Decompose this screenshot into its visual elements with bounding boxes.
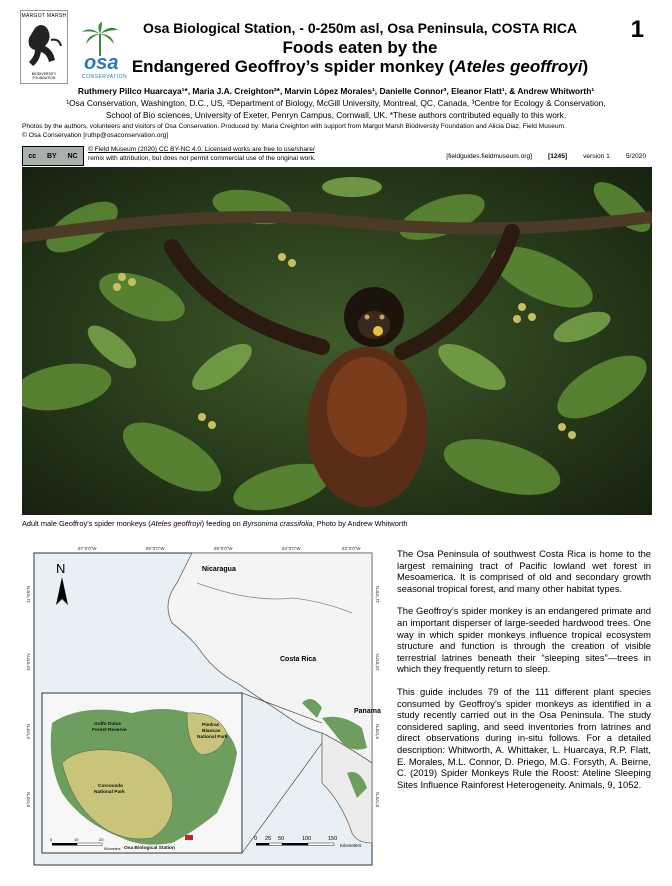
photo-caption bbox=[22, 519, 407, 528]
inset-label: Forest Reserve bbox=[92, 728, 127, 733]
left-tick: 8°0'0"N bbox=[26, 791, 31, 807]
margot-marsh-logo bbox=[20, 10, 68, 84]
map-svg bbox=[22, 543, 382, 875]
title-line-1: Foods eaten by the bbox=[282, 38, 438, 57]
inset-label: Golfo Dulce bbox=[94, 722, 121, 727]
main-scale-unit: Kilometers bbox=[340, 843, 362, 848]
inset-scale-unit: Kilometers bbox=[104, 847, 121, 851]
left-tick: 11°0'0"N bbox=[26, 585, 31, 603]
license-site[interactable]: [fieldguides.fieldmuseum.org] bbox=[446, 153, 532, 160]
margot-marsh-logo-title: MARGOT MARSH bbox=[21, 13, 67, 19]
top-tick: 87°0'0"W bbox=[78, 546, 97, 551]
station-marker bbox=[185, 835, 193, 840]
inset-label: Piedras bbox=[202, 723, 220, 728]
credits bbox=[22, 122, 662, 140]
label-nicaragua: Nicaragua bbox=[202, 566, 236, 573]
affiliation-line-1: ¹Osa Conservation, Washington, D.C., US, ²Department of Biology, McGill University, Montreal, QC, Canada, ³Centre for Ecology & Conservation, bbox=[66, 98, 606, 108]
title-line-2 bbox=[110, 57, 610, 77]
caption-species: Ateles geoffroyi bbox=[150, 519, 202, 528]
affiliations bbox=[10, 97, 662, 121]
credits-line-2: © Osa Conservation [ruthp@osaconservation.org] bbox=[22, 132, 169, 139]
intro-paragraph-3: This guide includes 79 of the 111 different plant species consumed by Geoffroy’s spider monkeys as identified in a study recently carried out in the Osa Peninsula. The study considered sapling, and seed inventories from latrines and direct observations during in-situ follows. For a detailed description: Whitworth, A. Whittaker, L. Huarcaya, R.P. Flatt, E. Morales, M.L. Connor, D. Priego, M.G. Forsyth, A. Beirne, C. (2019) Spider Monkeys Rule the Roost: Ateline Sleeping Sites Influence Rainforest Heterogeneity. Animals, 9, 1052. bbox=[397, 685, 651, 790]
osa-logo-subtitle: CONSERVATION bbox=[82, 74, 128, 80]
monkey-logo-icon bbox=[21, 20, 67, 70]
monkey-photo bbox=[22, 167, 652, 515]
inset-scale-label: 20 bbox=[99, 837, 104, 842]
monkey-photo-illustration bbox=[22, 167, 652, 515]
osa-logo-word: osa bbox=[84, 52, 119, 74]
cc-badge-nc: NC bbox=[67, 152, 78, 160]
license-code: [1245] bbox=[548, 153, 568, 160]
margot-marsh-logo-subtitle: BIODIVERSITY FOUNDATION bbox=[31, 72, 57, 80]
intro-paragraph-2: The Geoffroy’s spider monkey is an endangered primate and an important disperser of large-seeded hardwood trees. One way in which spider monkeys influence tropical ecosystem structure and function is through the creation of visible terrestrial latrines beneath their “sleeping sites”—trees in which they frequently return to sleep. bbox=[397, 605, 651, 675]
cc-badge-by: BY bbox=[46, 152, 57, 160]
top-tick: 84°0'0"W bbox=[282, 546, 301, 551]
right-tick: 9°0'0"N bbox=[375, 723, 380, 739]
caption-prefix: Adult male Geoffroy’s spider monkeys ( bbox=[22, 519, 151, 528]
inset-label: Blancas bbox=[202, 729, 221, 734]
cc-badge-cc: cc bbox=[28, 152, 37, 160]
site-heading: Osa Biological Station, - 0-250m asl, Osa Peninsula, COSTA RICA bbox=[142, 20, 578, 36]
left-tick: 10°0'0"N bbox=[26, 653, 31, 671]
main-scale-label: 100 bbox=[302, 836, 312, 842]
main-scale-label: 150 bbox=[328, 836, 338, 842]
intro-paragraph-1: The Osa Peninsula of southwest Costa Rica is home to the largest remaining tract of Pacific lowland wet forest in Mesoamerica. It is comprised of old and secondary growth seasonal tropical forest, and many other habitat types. bbox=[397, 548, 651, 594]
main-scale-label: 25 bbox=[265, 836, 272, 842]
authors: Ruthmery Pillco Huarcaya¹*, Maria J.A. Creighton²*, Marvin López Morales¹, Danielle Connor³, Eleanor Flatt¹, & Andrew Whitworth¹ bbox=[77, 86, 595, 96]
title-species: Ateles geoffroyi bbox=[454, 57, 583, 76]
inset-label: National Park bbox=[197, 735, 228, 740]
inset-label: National Park bbox=[94, 790, 125, 795]
license-line-2: remix with attribution, but does not permit commercial use of the original work. bbox=[88, 155, 316, 162]
license-version: version 1 bbox=[583, 153, 610, 160]
caption-middle: ) feeding on bbox=[201, 519, 243, 528]
location-map bbox=[22, 543, 382, 875]
north-label: N bbox=[56, 561, 66, 576]
top-tick: 83°0'0"W bbox=[342, 546, 361, 551]
credits-line-1: Photos by the authors, volunteers and visitors of Osa Conservation. Produced by: Maria Creighton with support from Margot Marsh Biodiversity Foundation and Alicia Diaz, Field Museum. bbox=[22, 123, 566, 130]
inset-label: Osa Biological Station bbox=[124, 846, 175, 851]
license-meta bbox=[446, 153, 646, 160]
intro-text bbox=[397, 548, 651, 801]
right-tick: 10°0'0"N bbox=[375, 653, 380, 671]
license-row bbox=[22, 144, 662, 166]
caption-suffix: , Photo by Andrew Whitworth bbox=[312, 519, 408, 528]
title-suffix: ) bbox=[582, 57, 589, 76]
license-text bbox=[88, 145, 388, 163]
title-prefix: Endangered Geoffroy’s spider monkey ( bbox=[131, 57, 455, 76]
inset-scale-label: 10 bbox=[74, 837, 79, 842]
right-tick: 8°0'0"N bbox=[375, 791, 380, 807]
caption-plant: Byrsonima crassifolia bbox=[242, 519, 313, 528]
main-scale-label: 0 bbox=[254, 836, 258, 842]
label-costa-rica: Costa Rica bbox=[280, 656, 317, 663]
label-panama: Panama bbox=[354, 708, 381, 715]
page-number: 1 bbox=[630, 16, 644, 43]
affiliation-line-2: School of Bio sciences, University of Exeter, Penryn Campus, Cornwall, UK. *These authors contributed equally to this work. bbox=[105, 110, 567, 120]
top-tick: 85°0'0"W bbox=[214, 546, 233, 551]
right-tick: 11°0'0"N bbox=[375, 585, 380, 603]
left-tick: 9°0'0"N bbox=[26, 723, 31, 739]
main-scale-label: 50 bbox=[278, 836, 285, 842]
inset-scale-label: 0 bbox=[50, 837, 53, 842]
license-date: 5/2020 bbox=[625, 153, 646, 160]
top-tick: 86°0'0"W bbox=[146, 546, 165, 551]
inset-label: Corcovado bbox=[98, 784, 124, 789]
cc-license-badge[interactable] bbox=[22, 146, 84, 166]
license-line-1[interactable]: © Field Museum (2020) CC BY-NC 4.0. Licensed works are free to use/share/ bbox=[88, 146, 315, 153]
palm-logo-icon bbox=[80, 22, 120, 56]
